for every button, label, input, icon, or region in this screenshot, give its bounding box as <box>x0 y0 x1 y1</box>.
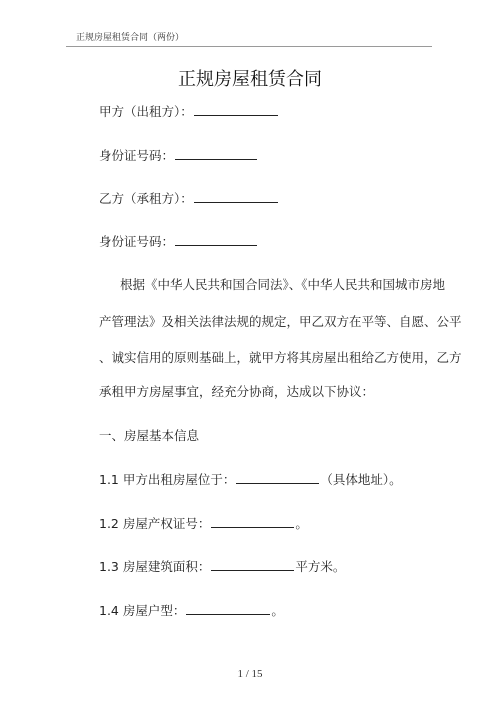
party-b-id-label: 身份证号码： <box>99 234 175 249</box>
intro-line: 根据《中华人民共和国合同法》、《中华人民共和国城市房地 <box>120 277 446 292</box>
party-a-id-blank <box>175 147 257 160</box>
party-a-id-label: 身份证号码： <box>99 148 175 163</box>
party-b-line <box>99 190 279 207</box>
item-1-1-label: 1.1 甲方出租房屋位于： <box>99 472 236 487</box>
item-1-1-suffix: （具体地址）。 <box>320 472 402 487</box>
item-1-1-blank <box>236 471 319 484</box>
intro-line: 产管理法》及相关法律法规的规定，甲乙双方在平等、自愿、公平 <box>99 314 462 329</box>
item-1-3-suffix: 平方米。 <box>295 559 346 574</box>
section-1-heading: 一、房屋基本信息 <box>99 428 200 443</box>
item-1-3-line <box>99 558 345 575</box>
party-a-label: 甲方（出租方）： <box>99 104 193 119</box>
document-title: 正规房屋租赁合同 <box>178 69 322 90</box>
item-1-2-blank <box>211 515 294 528</box>
item-1-2-line <box>99 515 308 532</box>
item-1-4-line <box>99 602 284 619</box>
party-b-id-line <box>99 233 258 250</box>
intro-line: 承租甲方房屋事宜，经充分协商，达成以下协议： <box>99 384 375 399</box>
page-number: 1 / 15 <box>237 668 263 680</box>
party-b-id-blank <box>175 233 257 246</box>
item-1-4-label: 1.4 房屋户型： <box>99 603 186 618</box>
header-title: 正规房屋租赁合同（两份） <box>76 33 185 43</box>
item-1-3-blank <box>211 558 294 571</box>
header-divider <box>66 46 432 47</box>
item-1-4-blank <box>186 602 270 615</box>
party-a-id-line <box>99 147 258 164</box>
item-1-2-label: 1.2 房屋产权证号： <box>99 516 211 531</box>
item-1-1-line <box>99 471 402 488</box>
party-b-label: 乙方（承租方）： <box>99 191 193 206</box>
item-1-4-suffix: 。 <box>271 603 284 618</box>
item-1-2-suffix: 。 <box>295 516 308 531</box>
party-b-blank <box>194 190 278 203</box>
item-1-3-label: 1.3 房屋建筑面积： <box>99 559 211 574</box>
party-a-blank <box>194 103 278 116</box>
intro-line: 、诚实信用的原则基础上，就甲方将其房屋出租给乙方使用，乙方 <box>99 350 462 365</box>
party-a-line <box>99 103 279 120</box>
